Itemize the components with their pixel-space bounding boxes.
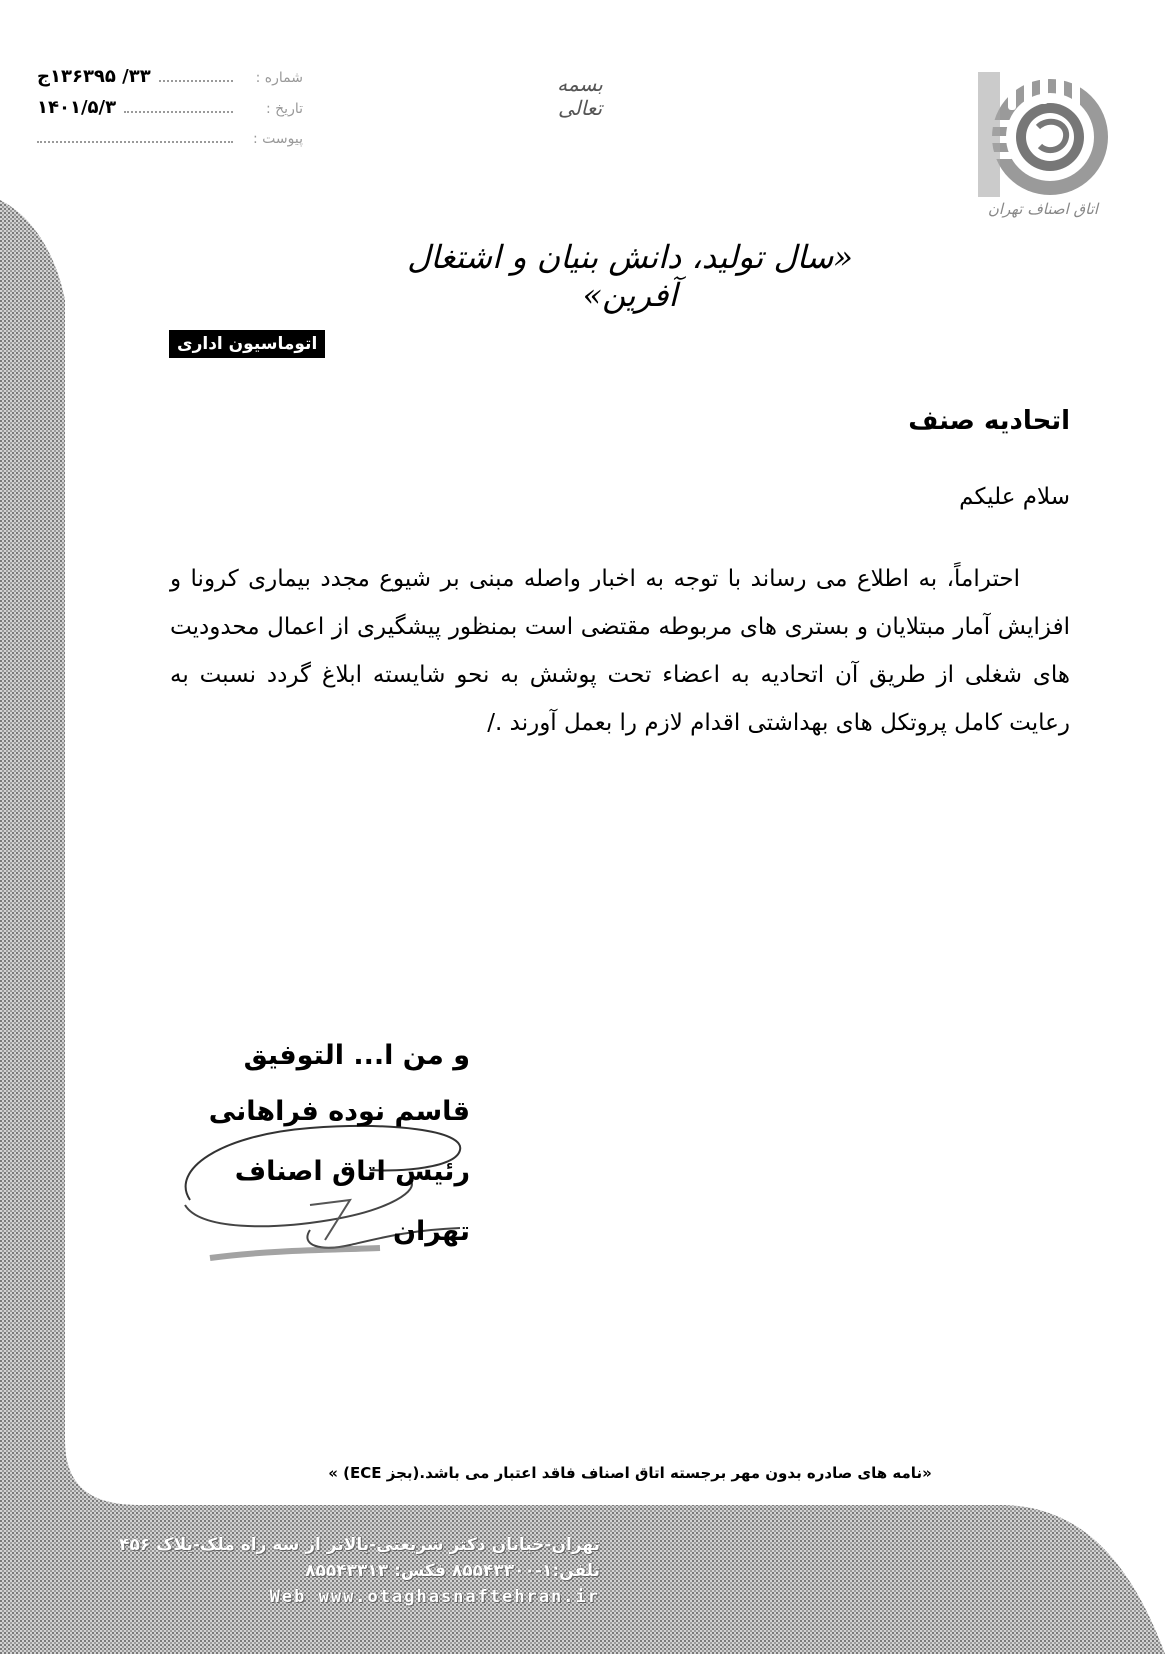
dotted-line [37, 127, 233, 143]
dotted-line [159, 66, 233, 82]
date-value: ۱۴۰۱/۵/۳ [37, 97, 117, 118]
recipient-heading: اتحادیه صنف [908, 406, 1070, 436]
number-value: ۳۳/ ۱۳۶۳۹۵ج [37, 66, 151, 87]
address-block [80, 1532, 600, 1610]
automation-badge: اتوماسیون اداری [169, 330, 325, 358]
body-paragraph: احتراماً، به اطلاع می رساند با توجه به اخبار واصله مبنی بر شیوع مجدد بیماری کرونا و افزایش آمار مبتلایان و بستری های مربوطه مقتضی است بمنظور پیشگیری از اعمال محدودیت های شغلی از طریق آن اتحادیه به اعضاء تحت پوشش به نحو شایسته ابلاغ گردد نسبت به رعایت کامل پروتکل های بهداشتی اقدام لازم را بعمل آورند ./ [170, 566, 1070, 736]
closing-block [180, 1030, 470, 1262]
validity-note: «نامه های صادره بدون مهر برجسته اتاق اصناف فاقد اعتبار می باشد.(بجز ECE) » [328, 1464, 932, 1482]
number-label: شماره : [255, 70, 303, 86]
attachment-label: پیوست : [253, 131, 303, 147]
greeting-text: سلام علیکم [959, 484, 1070, 510]
number-row [33, 62, 303, 93]
logo-caption: اتاق اصناف تهران [987, 200, 1099, 218]
website-line: Web www.otaghasnaftehran.ir [269, 1587, 600, 1607]
dotted-line [124, 97, 233, 113]
attachment-row [33, 124, 303, 154]
year-slogan: «سال تولید، دانش بنیان و اشتغال آفرین» [407, 238, 853, 314]
signer-title: رئیس اتاق اصناف تهران [234, 1156, 470, 1247]
besmeh-text: بسمه تعالی [557, 72, 603, 120]
closing-phrase: و من ا... التوفیق [243, 1040, 470, 1071]
address-line: تهران-خیابان دکتر شریعتی-بالاتر از سه راه ملک-پلاک ۴۵۶ [119, 1535, 600, 1555]
date-row [33, 93, 303, 124]
signer-name: قاسم نوده فراهانی [208, 1096, 470, 1127]
letter-meta [33, 62, 303, 154]
letter-body [170, 555, 1070, 747]
phone-fax-line: تلفن:۱-۸۵۵۴۳۳۰۰ فکس: ۸۵۵۴۳۳۱۳ [305, 1561, 600, 1581]
date-label: تاریخ : [265, 101, 303, 117]
